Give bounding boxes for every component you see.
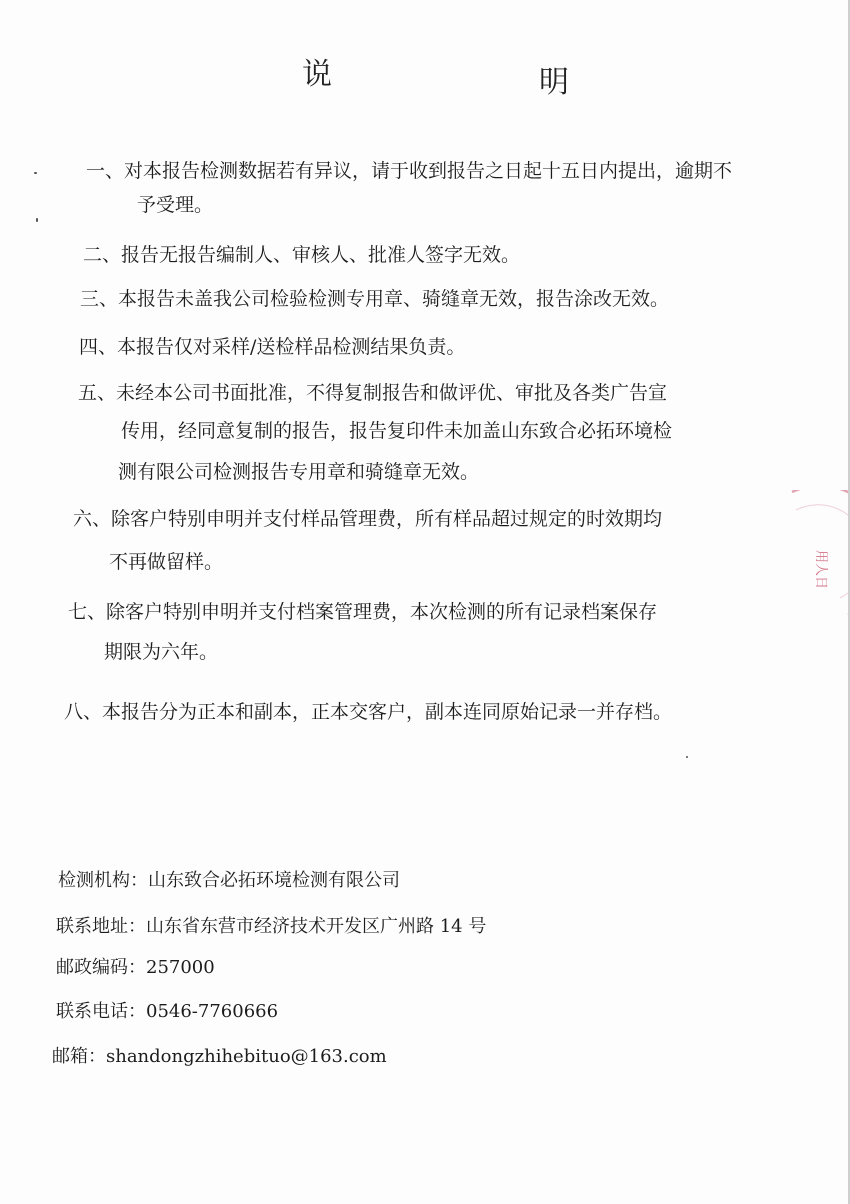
postcode-value: 257000 [146, 957, 215, 978]
phone-label: 联系电话： [56, 1001, 146, 1022]
clause-6-line-1: 六、除客户特别申明并支付样品管理费，所有样品超过规定的时效期均 [73, 508, 663, 530]
org-value: 山东致合必拓环境检测有限公司 [148, 870, 400, 891]
address-label: 联系地址： [56, 916, 146, 937]
clause-6-line-2: 不再做留样。 [109, 551, 224, 573]
clause-1-line-1: 一、对本报告检测数据若有异议，请于收到报告之日起十五日内提出，逾期不 [86, 160, 733, 182]
scan-speck [686, 756, 688, 758]
email-label: 邮箱： [52, 1046, 106, 1067]
email-value: shandongzhihebituo@163.com [106, 1046, 387, 1067]
scan-speck [36, 218, 38, 222]
org-label: 检测机构： [58, 870, 148, 891]
clause-4: 四、本报告仅对采样/送检样品检测结果负责。 [79, 336, 466, 358]
title-char-2: 明 [539, 65, 569, 100]
scan-speck [34, 172, 37, 174]
clause-7-line-2: 期限为六年。 [104, 641, 219, 663]
phone-value: 0546-7760666 [146, 1001, 279, 1022]
org-row [58, 869, 400, 893]
clause-8: 八、本报告分为正本和副本，正本交客户，副本连同原始记录一并存档。 [64, 701, 673, 723]
address-value: 山东省东营市经济技术开发区广州路 14 号 [146, 916, 487, 937]
clause-7-line-1: 七、除客户特别申明并支付档案管理费，本次检测的所有记录档案保存 [68, 601, 658, 623]
postcode-label: 邮政编码： [56, 957, 146, 978]
clause-5-line-3: 测有限公司检测报告专用章和骑缝章无效。 [118, 461, 480, 483]
phone-row [56, 1000, 278, 1024]
clause-2: 二、报告无报告编制人、审核人、批准人签字无效。 [83, 244, 521, 266]
postcode-row [56, 956, 215, 980]
address-row [56, 915, 486, 939]
email-row [52, 1045, 387, 1069]
clause-5-line-2: 传用，经同意复制的报告，报告复印件未加盖山东致合必拓环境检 [121, 420, 673, 442]
clause-1-line-2: 予受理。 [137, 194, 214, 216]
title-char-1: 说 [302, 57, 332, 92]
seal-fragment [790, 490, 850, 630]
seal-text: 用人日 [813, 550, 828, 590]
clause-5-line-1: 五、未经本公司书面批准，不得复制报告和做评优、审批及各类广告宣 [78, 382, 668, 404]
clause-3: 三、本报告未盖我公司检验检测专用章、骑缝章无效，报告涂改无效。 [80, 288, 670, 310]
